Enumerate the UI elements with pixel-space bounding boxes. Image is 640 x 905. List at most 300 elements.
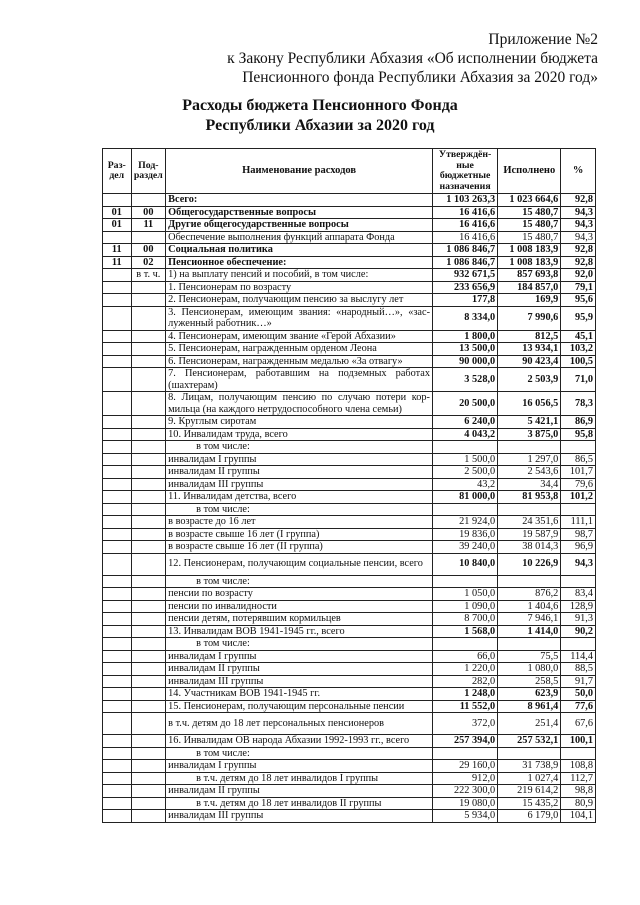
row-approved: 16 416,6 <box>433 206 498 219</box>
row-podrazdel <box>131 330 166 343</box>
row-percent: 112,7 <box>561 772 596 785</box>
table-row <box>103 588 596 601</box>
table-row <box>103 269 596 282</box>
row-podrazdel: 02 <box>131 256 166 269</box>
row-executed: 24 351,6 <box>498 516 561 529</box>
row-executed: 6 179,0 <box>498 810 561 823</box>
row-razdel <box>103 747 132 760</box>
row-razdel <box>103 478 132 491</box>
row-percent: 80,9 <box>561 797 596 810</box>
row-percent: 108,8 <box>561 760 596 773</box>
row-percent: 103,2 <box>561 343 596 356</box>
row-executed: 1 023 664,6 <box>498 194 561 207</box>
row-approved: 1 086 846,7 <box>433 244 498 257</box>
row-approved: 1 050,0 <box>433 588 498 601</box>
table-row <box>103 256 596 269</box>
row-approved: 11 552,0 <box>433 700 498 713</box>
row-percent: 71,0 <box>561 368 596 392</box>
row-name: инвалидам I группы <box>166 453 433 466</box>
row-executed: 81 953,8 <box>498 491 561 504</box>
row-name: 5. Пенсионерам, награжденным орденом Леона <box>166 343 433 356</box>
row-podrazdel <box>131 416 166 429</box>
row-razdel <box>103 760 132 773</box>
row-approved: 5 934,0 <box>433 810 498 823</box>
table-header-row <box>103 149 596 194</box>
row-podrazdel <box>131 735 166 748</box>
row-percent <box>561 747 596 760</box>
table-row <box>103 735 596 748</box>
row-approved: 222 300,0 <box>433 785 498 798</box>
row-name: 4. Пенсионерам, имеющим звание «Герой Абхазии» <box>166 330 433 343</box>
row-approved: 1 800,0 <box>433 330 498 343</box>
table-row <box>103 625 596 638</box>
row-name: 14. Участникам ВОВ 1941-1945 гг. <box>166 688 433 701</box>
row-name: Пенсионное обеспечение: <box>166 256 433 269</box>
row-percent: 91,7 <box>561 675 596 688</box>
row-percent: 98,8 <box>561 785 596 798</box>
row-executed: 90 423,4 <box>498 355 561 368</box>
row-name: Обеспечение выполнения функций аппарата Фонда <box>166 231 433 244</box>
row-approved: 19 080,0 <box>433 797 498 810</box>
row-approved: 932 671,5 <box>433 269 498 282</box>
row-name: Социальная политика <box>166 244 433 257</box>
row-name: в т.ч. детям до 18 лет инвалидов II группы <box>166 797 433 810</box>
row-percent <box>561 441 596 454</box>
row-approved: 6 240,0 <box>433 416 498 429</box>
row-name: 3. Пенсионерам, имеющим звания: «народный…», «зас-луженный работник…» <box>166 306 433 330</box>
row-percent: 100,1 <box>561 735 596 748</box>
row-executed: 876,2 <box>498 588 561 601</box>
row-approved: 1 220,0 <box>433 663 498 676</box>
row-name: 11. Инвалидам детства, всего <box>166 491 433 504</box>
row-podrazdel <box>131 541 166 554</box>
row-approved: 81 000,0 <box>433 491 498 504</box>
row-name: в т.ч. детям до 18 лет персональных пенсионеров <box>166 713 433 735</box>
row-executed: 1 404,6 <box>498 600 561 613</box>
row-razdel <box>103 343 132 356</box>
row-percent: 101,2 <box>561 491 596 504</box>
row-executed: 1 414,0 <box>498 625 561 638</box>
row-percent: 67,6 <box>561 713 596 735</box>
table-row <box>103 553 596 575</box>
table-row <box>103 355 596 368</box>
row-approved: 177,8 <box>433 294 498 307</box>
row-name: 6. Пенсионерам, награжденным медалью «За отвагу» <box>166 355 433 368</box>
row-razdel <box>103 541 132 554</box>
row-razdel <box>103 663 132 676</box>
row-executed: 7 946,1 <box>498 613 561 626</box>
table-row <box>103 294 596 307</box>
row-percent: 95,9 <box>561 306 596 330</box>
table-row <box>103 281 596 294</box>
row-podrazdel <box>131 194 166 207</box>
row-razdel <box>103 231 132 244</box>
table-row <box>103 478 596 491</box>
row-percent: 114,4 <box>561 650 596 663</box>
row-executed: 169,9 <box>498 294 561 307</box>
row-name: в том числе: <box>166 747 433 760</box>
row-approved: 1 248,0 <box>433 688 498 701</box>
row-name: 7. Пенсионерам, работавшим на подземных работах (шахтерам) <box>166 368 433 392</box>
row-percent: 86,9 <box>561 416 596 429</box>
row-executed: 219 614,2 <box>498 785 561 798</box>
row-podrazdel <box>131 650 166 663</box>
header-approved: Утверждён-ные бюджетные назначения <box>433 149 498 194</box>
table-row <box>103 194 596 207</box>
table-row <box>103 785 596 798</box>
header-percent: % <box>561 149 596 194</box>
row-approved: 8 334,0 <box>433 306 498 330</box>
row-podrazdel <box>131 638 166 651</box>
row-approved <box>433 747 498 760</box>
row-percent: 77,6 <box>561 700 596 713</box>
row-executed: 257 532,1 <box>498 735 561 748</box>
row-razdel <box>103 416 132 429</box>
row-podrazdel <box>131 688 166 701</box>
row-razdel <box>103 735 132 748</box>
row-razdel <box>103 503 132 516</box>
row-executed: 5 421,1 <box>498 416 561 429</box>
row-razdel <box>103 675 132 688</box>
row-podrazdel <box>131 368 166 392</box>
row-executed: 16 056,5 <box>498 392 561 416</box>
header-razdel: Раз-дел <box>103 149 132 194</box>
row-podrazdel: 11 <box>131 219 166 232</box>
row-percent: 79,1 <box>561 281 596 294</box>
row-podrazdel <box>131 797 166 810</box>
row-name: в том числе: <box>166 638 433 651</box>
row-percent <box>561 638 596 651</box>
table-row <box>103 700 596 713</box>
table-row <box>103 760 596 773</box>
row-podrazdel <box>131 392 166 416</box>
row-executed: 857 693,8 <box>498 269 561 282</box>
table-row <box>103 244 596 257</box>
row-podrazdel <box>131 625 166 638</box>
table-row <box>103 343 596 356</box>
row-razdel: 01 <box>103 219 132 232</box>
table-row <box>103 441 596 454</box>
row-percent: 88,5 <box>561 663 596 676</box>
row-name: инвалидам III группы <box>166 810 433 823</box>
table-row <box>103 516 596 529</box>
row-percent: 100,5 <box>561 355 596 368</box>
table-row <box>103 416 596 429</box>
row-percent: 91,3 <box>561 613 596 626</box>
row-razdel <box>103 294 132 307</box>
row-percent: 94,3 <box>561 231 596 244</box>
table-row <box>103 541 596 554</box>
row-percent: 94,3 <box>561 553 596 575</box>
row-approved: 10 840,0 <box>433 553 498 575</box>
table-row <box>103 772 596 785</box>
row-razdel <box>103 553 132 575</box>
table-row <box>103 219 596 232</box>
row-razdel <box>103 194 132 207</box>
row-podrazdel <box>131 466 166 479</box>
row-executed: 623,9 <box>498 688 561 701</box>
row-approved: 372,0 <box>433 713 498 735</box>
row-podrazdel <box>131 516 166 529</box>
row-name: пенсии по инвалидности <box>166 600 433 613</box>
row-razdel <box>103 613 132 626</box>
row-podrazdel <box>131 281 166 294</box>
row-name: инвалидам II группы <box>166 663 433 676</box>
row-executed: 15 480,7 <box>498 219 561 232</box>
row-podrazdel <box>131 294 166 307</box>
row-name: в возрасте до 16 лет <box>166 516 433 529</box>
row-name: инвалидам III группы <box>166 478 433 491</box>
row-approved: 912,0 <box>433 772 498 785</box>
appendix-header <box>227 30 598 87</box>
row-name: 1) на выплату пенсий и пособий, в том числе: <box>166 269 433 282</box>
row-podrazdel <box>131 528 166 541</box>
row-name: в том числе: <box>166 575 433 588</box>
title-line2: Республики Абхазии за 2020 год <box>205 117 435 134</box>
row-name: инвалидам I группы <box>166 650 433 663</box>
row-name: инвалидам II группы <box>166 466 433 479</box>
row-executed: 1 008 183,9 <box>498 256 561 269</box>
row-razdel <box>103 269 132 282</box>
document-title <box>0 96 640 136</box>
row-name: пенсии детям, потерявшим кормильцев <box>166 613 433 626</box>
row-razdel <box>103 392 132 416</box>
row-approved: 21 924,0 <box>433 516 498 529</box>
row-razdel <box>103 625 132 638</box>
row-percent: 78,3 <box>561 392 596 416</box>
table-row <box>103 306 596 330</box>
row-razdel <box>103 810 132 823</box>
row-percent: 92,0 <box>561 269 596 282</box>
table-row <box>103 368 596 392</box>
table-row <box>103 575 596 588</box>
row-podrazdel <box>131 553 166 575</box>
row-razdel: 11 <box>103 256 132 269</box>
header-podrazdel: Под-раздел <box>131 149 166 194</box>
row-podrazdel <box>131 663 166 676</box>
row-executed: 1 080,0 <box>498 663 561 676</box>
row-percent: 96,9 <box>561 541 596 554</box>
table-row <box>103 663 596 676</box>
row-podrazdel <box>131 785 166 798</box>
appendix-law-line1: к Закону Республики Абхазия «Об исполнении бюджета <box>227 50 598 67</box>
row-podrazdel <box>131 491 166 504</box>
row-executed: 8 961,4 <box>498 700 561 713</box>
row-razdel <box>103 700 132 713</box>
row-approved: 1 090,0 <box>433 600 498 613</box>
row-percent: 83,4 <box>561 588 596 601</box>
row-podrazdel <box>131 810 166 823</box>
row-podrazdel <box>131 747 166 760</box>
row-approved <box>433 503 498 516</box>
row-name: пенсии по возрасту <box>166 588 433 601</box>
row-name: 15. Пенсионерам, получающим персональные пенсии <box>166 700 433 713</box>
row-executed: 10 226,9 <box>498 553 561 575</box>
row-approved: 90 000,0 <box>433 355 498 368</box>
row-approved <box>433 441 498 454</box>
table-row <box>103 231 596 244</box>
row-executed: 1 297,0 <box>498 453 561 466</box>
row-podrazdel <box>131 675 166 688</box>
row-razdel <box>103 650 132 663</box>
row-percent: 94,3 <box>561 206 596 219</box>
row-executed: 1 027,4 <box>498 772 561 785</box>
row-executed: 7 990,6 <box>498 306 561 330</box>
row-name: в т.ч. детям до 18 лет инвалидов I группы <box>166 772 433 785</box>
table-row <box>103 613 596 626</box>
row-percent: 94,3 <box>561 219 596 232</box>
row-approved: 257 394,0 <box>433 735 498 748</box>
row-podrazdel <box>131 503 166 516</box>
row-podrazdel <box>131 613 166 626</box>
row-executed: 184 857,0 <box>498 281 561 294</box>
row-executed <box>498 503 561 516</box>
row-approved: 3 528,0 <box>433 368 498 392</box>
row-razdel <box>103 330 132 343</box>
table-row <box>103 503 596 516</box>
row-name: инвалидам I группы <box>166 760 433 773</box>
table-row <box>103 491 596 504</box>
row-podrazdel <box>131 306 166 330</box>
table-row <box>103 466 596 479</box>
row-razdel <box>103 355 132 368</box>
row-percent: 101,7 <box>561 466 596 479</box>
row-razdel <box>103 516 132 529</box>
row-razdel <box>103 772 132 785</box>
row-approved: 1 086 846,7 <box>433 256 498 269</box>
table-row <box>103 330 596 343</box>
row-approved <box>433 575 498 588</box>
row-podrazdel <box>131 343 166 356</box>
row-percent <box>561 575 596 588</box>
row-name: в возрасте свыше 16 лет (I группа) <box>166 528 433 541</box>
row-percent: 95,8 <box>561 428 596 441</box>
row-percent: 104,1 <box>561 810 596 823</box>
row-name: Общегосударственные вопросы <box>166 206 433 219</box>
row-executed: 258,5 <box>498 675 561 688</box>
table-row <box>103 675 596 688</box>
row-percent: 79,6 <box>561 478 596 491</box>
row-approved: 29 160,0 <box>433 760 498 773</box>
row-razdel <box>103 491 132 504</box>
row-podrazdel <box>131 441 166 454</box>
row-executed: 2 503,9 <box>498 368 561 392</box>
row-percent: 86,5 <box>561 453 596 466</box>
row-razdel <box>103 688 132 701</box>
row-razdel <box>103 528 132 541</box>
row-name: в том числе: <box>166 503 433 516</box>
row-razdel <box>103 797 132 810</box>
row-executed: 19 587,9 <box>498 528 561 541</box>
appendix-number: Приложение №2 <box>488 31 598 48</box>
table-row <box>103 797 596 810</box>
header-name: Наименование расходов <box>166 149 433 194</box>
row-approved: 8 700,0 <box>433 613 498 626</box>
row-name: инвалидам III группы <box>166 675 433 688</box>
row-approved: 39 240,0 <box>433 541 498 554</box>
row-podrazdel <box>131 588 166 601</box>
row-approved: 1 568,0 <box>433 625 498 638</box>
row-name: 8. Лицам, получающим пенсию по случаю потери кор-мильца (на каждого нетрудоспособного члена семьи) <box>166 392 433 416</box>
row-name: 2. Пенсионерам, получающим пенсию за выслугу лет <box>166 294 433 307</box>
row-razdel <box>103 281 132 294</box>
row-executed <box>498 638 561 651</box>
table-row <box>103 650 596 663</box>
row-name: Другие общегосударственные вопросы <box>166 219 433 232</box>
appendix-law-line2: Пенсионного фонда Республики Абхазия за 2020 год» <box>242 69 598 86</box>
table-row <box>103 638 596 651</box>
row-executed: 3 875,0 <box>498 428 561 441</box>
row-razdel <box>103 368 132 392</box>
row-executed: 812,5 <box>498 330 561 343</box>
row-executed <box>498 747 561 760</box>
row-name: 9. Круглым сиротам <box>166 416 433 429</box>
table-row <box>103 206 596 219</box>
row-percent: 50,0 <box>561 688 596 701</box>
row-approved: 66,0 <box>433 650 498 663</box>
row-executed: 34,4 <box>498 478 561 491</box>
row-percent: 111,1 <box>561 516 596 529</box>
row-razdel <box>103 441 132 454</box>
table-row <box>103 528 596 541</box>
row-percent: 92,8 <box>561 194 596 207</box>
row-podrazdel <box>131 453 166 466</box>
table-row <box>103 810 596 823</box>
row-approved: 16 416,6 <box>433 231 498 244</box>
row-podrazdel <box>131 772 166 785</box>
row-executed: 75,5 <box>498 650 561 663</box>
row-razdel: 11 <box>103 244 132 257</box>
row-razdel <box>103 466 132 479</box>
row-executed: 15 435,2 <box>498 797 561 810</box>
row-executed: 251,4 <box>498 713 561 735</box>
row-name: инвалидам II группы <box>166 785 433 798</box>
row-executed: 1 008 183,9 <box>498 244 561 257</box>
row-razdel <box>103 785 132 798</box>
table-row <box>103 747 596 760</box>
row-approved: 20 500,0 <box>433 392 498 416</box>
row-percent <box>561 503 596 516</box>
row-name: 12. Пенсионерам, получающим социальные пенсии, всего <box>166 553 433 575</box>
row-podrazdel: 00 <box>131 244 166 257</box>
row-approved: 16 416,6 <box>433 219 498 232</box>
row-razdel <box>103 306 132 330</box>
row-percent: 98,7 <box>561 528 596 541</box>
row-razdel <box>103 588 132 601</box>
row-name: 1. Пенсионерам по возрасту <box>166 281 433 294</box>
row-podrazdel <box>131 760 166 773</box>
row-podrazdel: 00 <box>131 206 166 219</box>
row-executed: 13 934,1 <box>498 343 561 356</box>
row-podrazdel: в т. ч. <box>131 269 166 282</box>
row-percent: 92,8 <box>561 244 596 257</box>
row-approved: 2 500,0 <box>433 466 498 479</box>
row-approved: 19 836,0 <box>433 528 498 541</box>
row-podrazdel <box>131 478 166 491</box>
row-approved: 282,0 <box>433 675 498 688</box>
table-body <box>103 194 596 823</box>
row-approved: 4 043,2 <box>433 428 498 441</box>
table-row <box>103 713 596 735</box>
row-podrazdel <box>131 428 166 441</box>
row-executed: 15 480,7 <box>498 206 561 219</box>
row-percent: 95,6 <box>561 294 596 307</box>
row-name: 16. Инвалидам ОВ народа Абхазии 1992-1993 гг., всего <box>166 735 433 748</box>
row-name: 13. Инвалидам ВОВ 1941-1945 гг., всего <box>166 625 433 638</box>
header-executed: Исполнено <box>498 149 561 194</box>
row-podrazdel <box>131 700 166 713</box>
row-name: в том числе: <box>166 441 433 454</box>
